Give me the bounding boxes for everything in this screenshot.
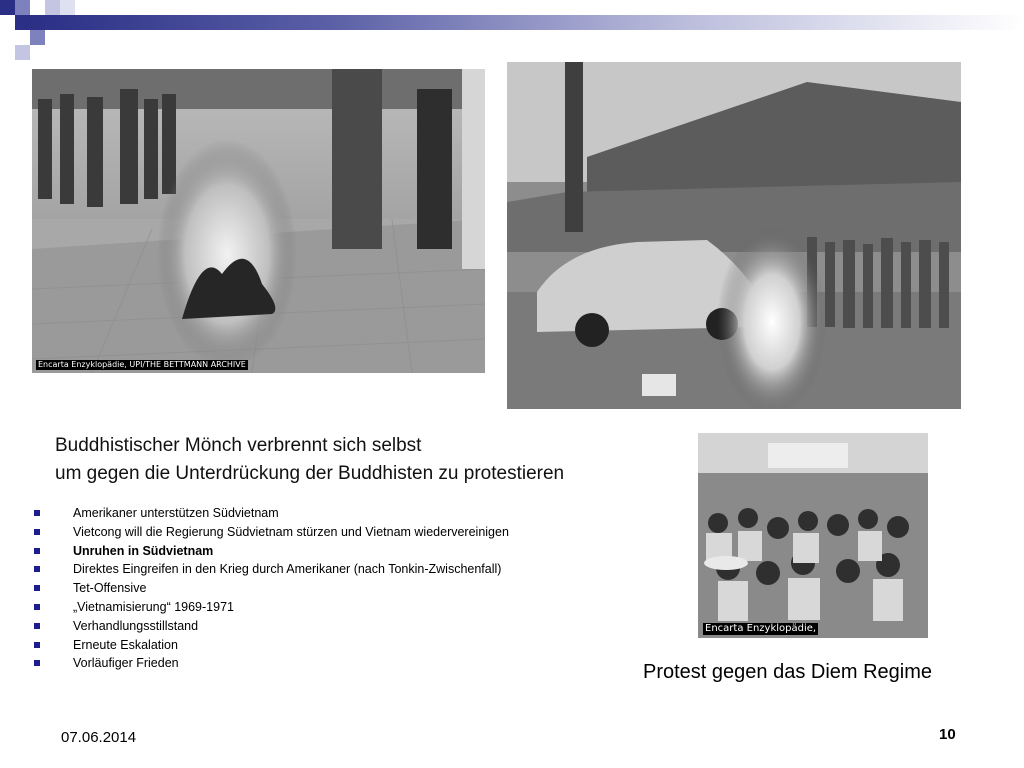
photo1-credit: Encarta Enzyklopädie, UPI/THE BETTMANN ARCHIVE [38,360,246,369]
bullet-square-icon [34,566,40,572]
bullet-square-icon [34,529,40,535]
header-gradient-bar [30,15,1024,30]
bullet-square-icon [34,510,40,516]
photo3-credit: Encarta Enzyklopädie, [705,623,817,634]
photo-protest-diem-regime [698,433,928,638]
list-item: Unruhen in Südvietnam [34,542,654,561]
list-item: Tet-Offensive [34,579,654,598]
deco-square [30,30,45,45]
list-item: Direktes Eingreifen in den Krieg durch Amerikaner (nach Tonkin-Zwischenfall) [34,560,654,579]
list-item: Amerikaner unterstützen Südvietnam [34,504,654,523]
list-item: Erneute Eskalation [34,636,654,655]
list-item: „Vietnamisierung“ 1969-1971 [34,598,654,617]
list-item: Verhandlungsstillstand [34,617,654,636]
protest-photo-caption: Protest gegen das Diem Regime [643,661,933,683]
bullet-square-icon [34,585,40,591]
slide-title [55,432,695,488]
bullet-square-icon [34,604,40,610]
photo-monk-burning-car [507,62,961,409]
photo-monk-burning-street-image [32,69,485,373]
deco-square [0,0,15,15]
photo-monk-burning-street [32,69,485,373]
bullet-square-icon [34,548,40,554]
photo-protest-diem-regime-image [698,433,928,638]
page-number: 10 [939,726,956,743]
deco-square [15,45,30,60]
deco-square [15,15,30,30]
deco-square [60,0,75,15]
deco-square [15,0,30,15]
list-item: Vietcong will die Regierung Südvietnam stürzen und Vietnam wiedervereinigen [34,523,654,542]
bullet-square-icon [34,642,40,648]
bullet-square-icon [34,660,40,666]
deco-square [45,0,60,15]
bullet-square-icon [34,623,40,629]
slide-title-line2: um gegen die Unterdrückung der Buddhisten zu protestieren [55,463,565,484]
slide-title-line1: Buddhistischer Mönch verbrennt sich selbst [55,435,422,456]
footer-date: 07.06.2014 [61,729,137,746]
bullet-list [34,504,654,673]
photo-monk-burning-car-image [507,62,961,409]
list-item: Vorläufiger Frieden [34,654,654,673]
